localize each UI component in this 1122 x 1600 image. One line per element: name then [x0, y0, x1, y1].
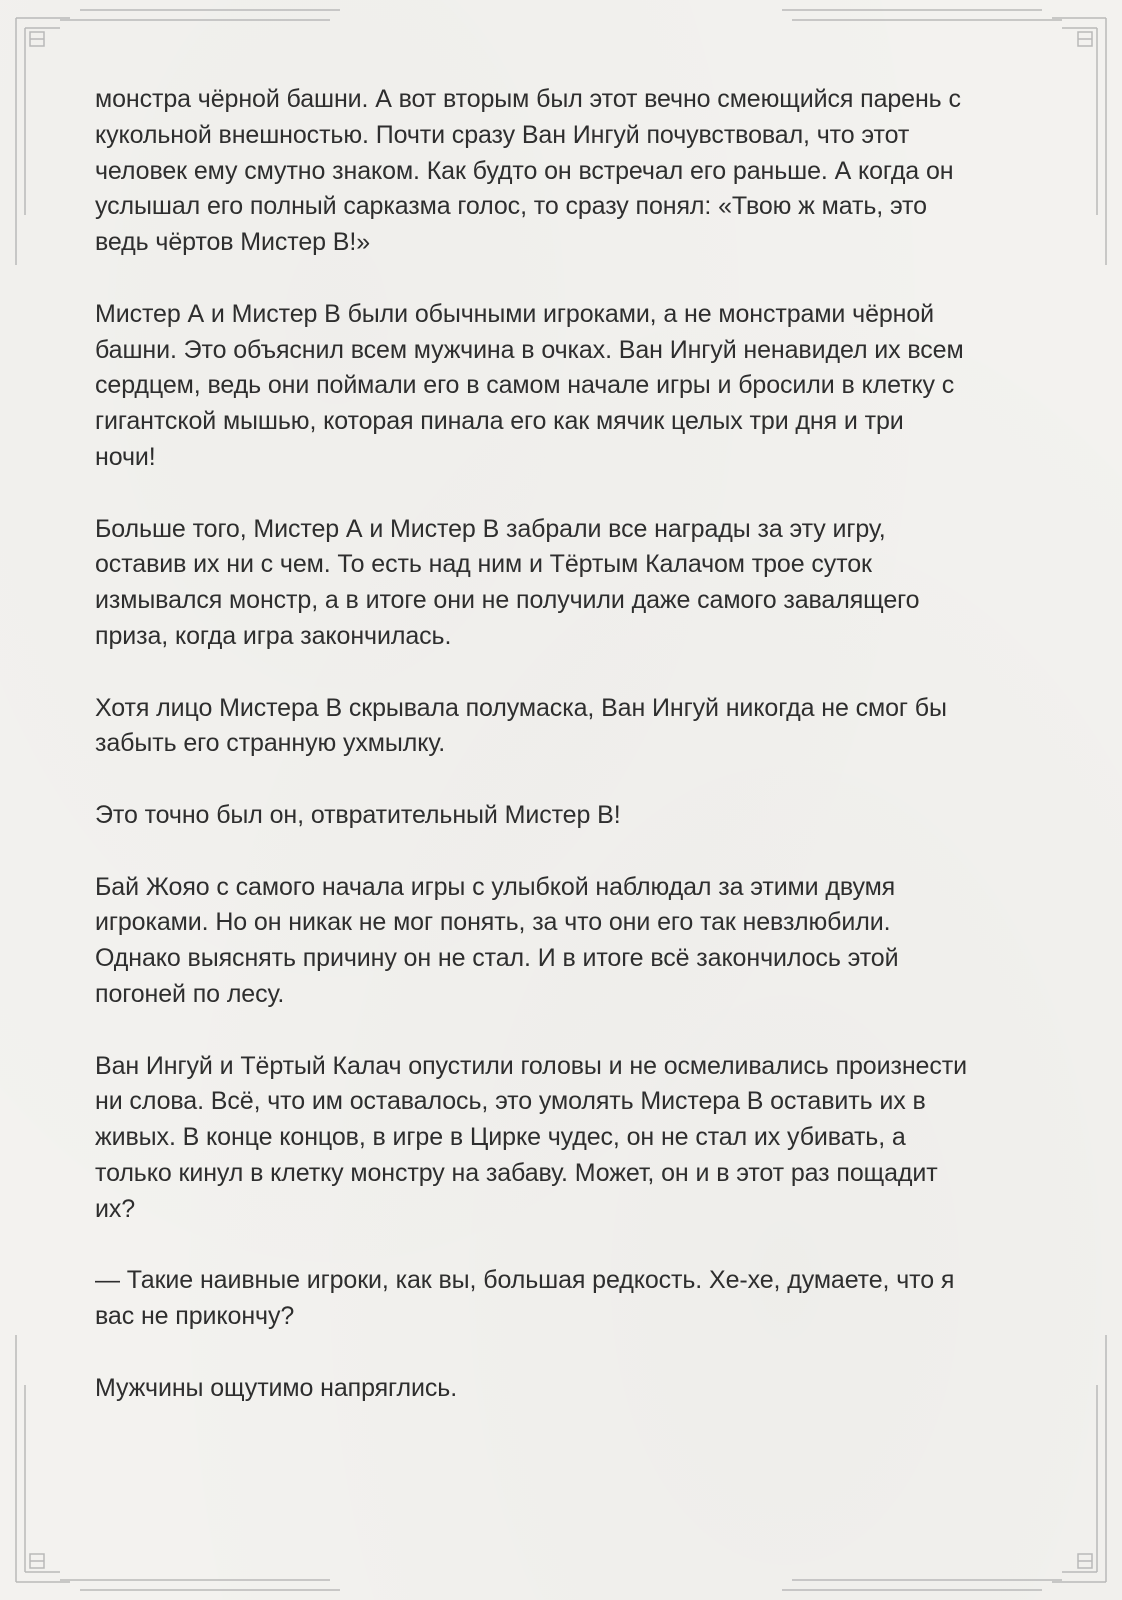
- paragraph: — Такие наивные игроки, как вы, большая редкость. Хе-хе, думаете, что я вас не прикончу?: [95, 1266, 955, 1331]
- paragraph: Мужчины ощутимо напряглись.: [95, 1373, 458, 1402]
- paragraph: Больше того, Мистер А и Мистер В забрали все награды за эту игру, оставив их ни с чем. То есть над ним и Тёртым Калачом трое суток измывался монстр, а в итоге они не получили даже самого завалящего приза, когда игра закончилась.: [95, 514, 920, 650]
- paragraph: монстра чёрной башни. А вот вторым был этот вечно смеющийся парень с кукольной внешностью. Почти сразу Ван Ингуй почувствовал, что этот человек ему смутно знаком. Как будто он встречал его раньше. А когда он услышал его полный сарказма голос, то сразу понял: «Твою ж мать, это ведь чёртов Мистер В!»: [95, 85, 961, 257]
- paragraph: Хотя лицо Мистера В скрывала полумаска, Ван Ингуй никогда не смог бы забыть его странную ухмылку.: [95, 693, 947, 758]
- paragraph: Ван Ингуй и Тёртый Калач опустили головы и не осмеливались произнести ни слова. Всё, что им оставалось, это умолять Мистера В оставить их в живых. В конце концов, в игре в Цирке чудес, он не стал их убивать, а только кинул в клетку монстру на забаву. Может, он и в этот раз пощадит их?: [95, 1051, 967, 1223]
- paragraph: Бай Жояо с самого начала игры с улыбкой наблюдал за этими двумя игроками. Но он никак не мог понять, за что они его так невзлюбили. Однако выяснять причину он не стал. И в итоге всё закончилось этой погоней по лесу.: [95, 872, 899, 1008]
- paragraph: Мистер А и Мистер В были обычными игроками, а не монстрами чёрной башни. Это объяснил всем мужчина в очках. Ван Ингуй ненавидел их всем сердцем, ведь они поймали его в самом начале игры и бросили в клетку с гигантской мышью, которая пинала его как мячик целых три дня и три ночи!: [95, 299, 964, 471]
- paragraph: Это точно был он, отвратительный Мистер В!: [95, 800, 621, 829]
- body-text: [95, 82, 1035, 1442]
